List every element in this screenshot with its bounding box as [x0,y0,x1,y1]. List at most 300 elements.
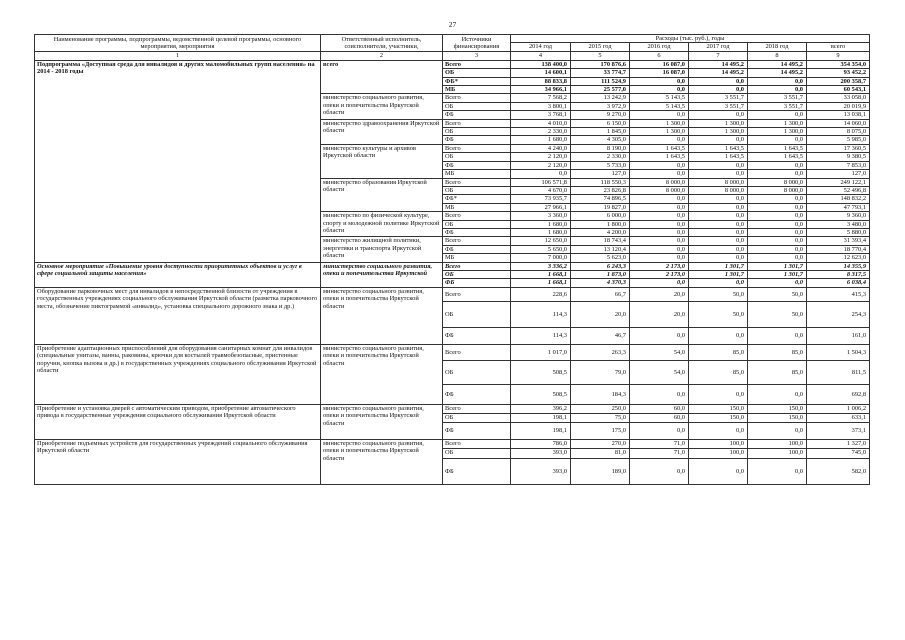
budget-table [34,34,870,485]
year-value: 0,0 [689,170,748,178]
header-year: 2018 год [748,43,807,51]
year-value: 3 768,1 [511,111,571,119]
header-year: 2014 год [511,43,571,51]
year-value: 0,0 [630,245,689,253]
year-value: 20,0 [630,301,689,327]
index-cell: 8 [748,51,807,60]
year-value: 3 551,7 [689,102,748,110]
year-value: 118 550,3 [571,178,630,186]
funding-source: ФБ* [443,77,511,85]
year-value: 1 300,0 [689,128,748,136]
item-name: Оборудование парковочных мест для инвалидов в непосредственной близости от учреждения в государственных учреждениях социального обслуживания Иркутской области (разметка парковочного места, обозначение пиктограммой «инвалид», установка специального дорожного знака и др.) [35,287,321,344]
total-value: 8 317,5 [807,270,870,278]
funding-source: ФБ [443,228,511,236]
year-value: 75,0 [571,413,630,422]
year-value: 0,0 [748,254,807,262]
funding-source: ОБ [443,301,511,327]
funding-source: ОБ [443,153,511,161]
year-value: 0,0 [748,279,807,287]
year-value: 4 200,0 [571,228,630,236]
year-value: 1 668,1 [511,270,571,278]
year-value: 0,0 [689,195,748,203]
funding-source: ФБ* [443,195,511,203]
total-value: 52 496,8 [807,186,870,194]
total-value: 745,0 [807,448,870,458]
total-value: 582,0 [807,458,870,484]
year-value: 0,0 [630,384,689,404]
total-value: 9 360,0 [807,212,870,220]
year-value: 508,5 [511,384,571,404]
funding-source: Всего [443,287,511,301]
year-value: 4 670,0 [511,186,571,194]
year-value: 0,0 [630,203,689,211]
header-year: 2015 год [571,43,630,51]
index-cell: 4 [511,51,571,60]
year-value: 60,0 [630,404,689,413]
total-value: 7 853,0 [807,161,870,169]
total-value: 161,0 [807,327,870,344]
item-name: Основное мероприятие «Повышение уровня доступности приоритетных объектов и услуг в сфере социальной защиты населения» [35,262,321,287]
year-value: 8 000,0 [630,178,689,186]
total-value: 14 060,0 [807,119,870,127]
year-value: 0,0 [689,86,748,94]
total-value: 5 880,0 [807,228,870,236]
funding-source: Всего [443,119,511,127]
year-value: 1 643,5 [748,144,807,152]
year-value: 8 000,0 [689,186,748,194]
item-name: Подпрограмма «Доступная среда для инвалидов и других маломобильных групп населения» на 2014 - 2018 годы [35,60,321,262]
header-executor: Ответственный исполнитель, соисполнители, участники, [321,35,443,52]
year-value: 85,0 [748,360,807,384]
funding-source: ФБ [443,422,511,439]
year-value: 14 495,2 [748,60,807,68]
year-value: 1 300,0 [748,128,807,136]
year-value: 2 173,0 [630,262,689,270]
year-value: 0,0 [689,111,748,119]
total-value: 1 006,2 [807,404,870,413]
year-value: 0,0 [689,237,748,245]
year-value: 170 876,6 [571,60,630,68]
year-value: 14 600,1 [511,69,571,77]
funding-source: Всего [443,262,511,270]
funding-source: ОБ [443,220,511,228]
funding-source: ФБ [443,384,511,404]
year-value: 0,0 [630,77,689,85]
table-row [35,262,870,270]
year-value: 0,0 [630,161,689,169]
year-value: 138 400,0 [511,60,571,68]
total-value: 1 327,0 [807,439,870,448]
index-cell: 7 [689,51,748,60]
year-value: 228,6 [511,287,571,301]
index-cell: 5 [571,51,630,60]
total-value: 31 393,4 [807,237,870,245]
year-value: 175,0 [571,422,630,439]
year-value: 1 680,0 [511,136,571,144]
year-value: 100,0 [689,448,748,458]
total-value: 633,1 [807,413,870,422]
year-value: 0,0 [748,86,807,94]
year-value: 8 000,0 [689,178,748,186]
total-value: 148 832,2 [807,195,870,203]
year-value: 1 643,5 [630,144,689,152]
year-value: 27 966,1 [511,203,571,211]
executor: министерство культуры и архивов Иркутской области [321,144,443,178]
year-value: 34 966,1 [511,86,571,94]
funding-source: Всего [443,94,511,102]
year-value: 150,0 [689,413,748,422]
year-value: 0,0 [748,245,807,253]
year-value: 1 300,0 [689,119,748,127]
year-value: 0,0 [630,86,689,94]
year-value: 0,0 [748,220,807,228]
item-name: Приобретение адаптационных приспособлений для оборудования санитарных комнат для инвалидов (специальные унитазы, ванны, раковины, крючки для костылей травмобезопасные, пристенные поручни, кнопка вызова и др.) в государственных учреждениях социального обслуживания Иркутской области [35,344,321,404]
year-value: 18 743,4 [571,237,630,245]
funding-source: Всего [443,144,511,152]
year-value: 23 826,8 [571,186,630,194]
year-value: 50,0 [689,287,748,301]
year-value: 0,0 [689,77,748,85]
year-value: 74 896,5 [571,195,630,203]
year-value: 2 120,0 [511,161,571,169]
funding-source: ОБ [443,102,511,110]
year-value: 5 143,5 [630,102,689,110]
year-value: 3 360,0 [511,212,571,220]
year-value: 0,0 [689,161,748,169]
year-value: 60,0 [630,413,689,422]
year-value: 13 120,4 [571,245,630,253]
funding-source: МБ [443,203,511,211]
year-value: 0,0 [630,279,689,287]
year-value: 85,0 [689,344,748,360]
year-value: 1 643,5 [689,153,748,161]
year-value: 4 240,0 [511,144,571,152]
header-year: 2016 год [630,43,689,51]
year-value: 3 336,2 [511,262,571,270]
year-value: 127,0 [571,170,630,178]
year-value: 3 972,9 [571,102,630,110]
year-value: 0,0 [748,458,807,484]
year-value: 5 650,0 [511,245,571,253]
year-value: 8 000,0 [630,186,689,194]
year-value: 20,0 [630,287,689,301]
total-value: 811,5 [807,360,870,384]
funding-source: ОБ [443,448,511,458]
total-value: 13 038,1 [807,111,870,119]
year-value: 1 800,0 [571,220,630,228]
year-value: 50,0 [748,301,807,327]
funding-source: ФБ [443,136,511,144]
executor: министерство здравоохранения Иркутской области [321,119,443,144]
year-value: 2 330,0 [511,128,571,136]
year-value: 1 845,0 [571,128,630,136]
funding-source: Всего [443,344,511,360]
total-value: 9 380,5 [807,153,870,161]
year-value: 111 524,9 [571,77,630,85]
year-value: 0,0 [511,170,571,178]
year-value: 114,3 [511,301,571,327]
year-value: 0,0 [689,245,748,253]
year-value: 50,0 [689,301,748,327]
year-value: 54,0 [630,344,689,360]
total-value: 60 543,1 [807,86,870,94]
funding-source: ОБ [443,413,511,422]
funding-source: Всего [443,439,511,448]
total-value: 20 019,9 [807,102,870,110]
year-value: 14 495,2 [689,60,748,68]
index-cell: 3 [443,51,511,60]
funding-source: ФБ [443,327,511,344]
year-value: 786,0 [511,439,571,448]
year-value: 4 370,3 [571,279,630,287]
executor: министерство социального развития, опеки и попечительства Иркутской [321,262,443,287]
year-value: 0,0 [630,228,689,236]
year-value: 198,1 [511,422,571,439]
year-value: 250,0 [571,404,630,413]
year-value: 3 551,7 [748,94,807,102]
year-value: 508,5 [511,360,571,384]
year-value: 73 935,7 [511,195,571,203]
year-value: 14 495,2 [689,69,748,77]
year-value: 0,0 [630,136,689,144]
year-value: 4 010,0 [511,119,571,127]
total-value: 249 122,1 [807,178,870,186]
year-value: 5 733,0 [571,161,630,169]
year-value: 71,0 [630,448,689,458]
year-value: 189,0 [571,458,630,484]
year-value: 3 551,7 [748,102,807,110]
item-name: Приобретение подъемных устройств для государственных учреждений социального обслуживания Иркутской области [35,439,321,484]
table-row [35,439,870,448]
total-value: 33 058,0 [807,94,870,102]
year-value: 0,0 [630,327,689,344]
year-value: 0,0 [630,220,689,228]
funding-source: ФБ [443,111,511,119]
year-value: 4 305,0 [571,136,630,144]
funding-source: ОБ [443,360,511,384]
total-value: 200 358,7 [807,77,870,85]
year-value: 81,0 [571,448,630,458]
year-value: 184,3 [571,384,630,404]
year-value: 1 643,5 [689,144,748,152]
year-value: 1 301,7 [748,270,807,278]
total-value: 47 793,1 [807,203,870,211]
year-value: 0,0 [748,384,807,404]
table-row [35,287,870,301]
year-value: 106 571,8 [511,178,571,186]
year-value: 3 551,7 [689,94,748,102]
total-value: 127,0 [807,170,870,178]
page-number: 27 [448,20,457,29]
year-value: 7 568,2 [511,94,571,102]
year-value: 46,7 [571,327,630,344]
year-value: 1 301,7 [689,270,748,278]
total-value: 8 075,0 [807,128,870,136]
year-value: 5 623,0 [571,254,630,262]
year-value: 270,0 [571,439,630,448]
year-value: 0,0 [630,422,689,439]
total-value: 354 354,0 [807,60,870,68]
total-value: 93 452,2 [807,69,870,77]
funding-source: МБ [443,86,511,94]
year-value: 263,3 [571,344,630,360]
header-source: Источники финансирования [443,35,511,52]
year-value: 0,0 [689,458,748,484]
funding-source: ФБ [443,458,511,484]
total-value: 17 360,5 [807,144,870,152]
total-value: 415,3 [807,287,870,301]
year-value: 198,1 [511,413,571,422]
executor: министерство образования Иркутской области [321,178,443,212]
funding-source: Всего [443,178,511,186]
year-value: 88 833,8 [511,77,571,85]
year-value: 8 000,0 [748,186,807,194]
header-expenses: Расходы (тыс. руб.), годы [511,35,870,43]
year-value: 54,0 [630,360,689,384]
year-value: 1 680,0 [511,228,571,236]
year-value: 85,0 [748,344,807,360]
year-value: 0,0 [748,77,807,85]
year-value: 0,0 [689,136,748,144]
executor: министерство социального развития, опеки и попечительства Иркутской области [321,439,443,484]
year-value: 1 643,5 [630,153,689,161]
year-value: 7 000,0 [511,254,571,262]
year-value: 0,0 [630,170,689,178]
year-value: 1 668,1 [511,279,571,287]
year-value: 0,0 [748,195,807,203]
funding-source: ОБ [443,270,511,278]
year-value: 0,0 [630,195,689,203]
year-value: 2 330,0 [571,153,630,161]
year-value: 0,0 [689,212,748,220]
year-value: 1 300,0 [630,128,689,136]
table-row [35,404,870,413]
year-value: 0,0 [748,212,807,220]
year-value: 85,0 [689,360,748,384]
total-value: 254,3 [807,301,870,327]
funding-source: ФБ [443,279,511,287]
year-value: 1 301,7 [689,262,748,270]
year-value: 0,0 [748,170,807,178]
year-value: 6 150,0 [571,119,630,127]
year-value: 33 774,7 [571,69,630,77]
year-value: 114,3 [511,327,571,344]
year-value: 1 873,0 [571,270,630,278]
total-value: 5 985,0 [807,136,870,144]
year-value: 3 800,1 [511,102,571,110]
year-value: 1 300,0 [630,119,689,127]
year-value: 0,0 [630,237,689,245]
year-value: 0,0 [630,458,689,484]
year-value: 79,0 [571,360,630,384]
total-value: 373,1 [807,422,870,439]
year-value: 1 301,7 [748,262,807,270]
header-total: всего [807,43,870,51]
year-value: 100,0 [689,439,748,448]
year-value: 393,0 [511,448,571,458]
year-value: 9 270,0 [571,111,630,119]
funding-source: МБ [443,254,511,262]
year-value: 0,0 [748,203,807,211]
year-value: 25 577,0 [571,86,630,94]
year-value: 0,0 [748,161,807,169]
year-value: 16 087,0 [630,69,689,77]
executor: министерство социального развития, опеки и попечительства Иркутской области [321,287,443,344]
funding-source: ОБ [443,128,511,136]
year-value: 14 495,2 [748,69,807,77]
year-value: 0,0 [689,228,748,236]
year-value: 0,0 [689,384,748,404]
year-value: 0,0 [689,279,748,287]
executor: министерство социального развития, опеки и попечительства Иркутской области [321,404,443,439]
funding-source: Всего [443,212,511,220]
year-value: 0,0 [630,254,689,262]
executor: министерство жилищной политики, энергетики и транспорта Иркутской области [321,237,443,262]
year-value: 0,0 [748,136,807,144]
year-value: 0,0 [748,111,807,119]
year-value: 0,0 [689,254,748,262]
executor: министерство социального развития, опеки и попечительства Иркутской области [321,94,443,119]
year-value: 1 300,0 [748,119,807,127]
total-value: 18 770,4 [807,245,870,253]
year-value: 2 120,0 [511,153,571,161]
total-value: 3 480,0 [807,220,870,228]
funding-source: ФБ [443,245,511,253]
total-value: 6 038,4 [807,279,870,287]
year-value: 0,0 [689,203,748,211]
funding-source: Всего [443,237,511,245]
total-value: 14 355,9 [807,262,870,270]
year-value: 71,0 [630,439,689,448]
funding-source: Всего [443,404,511,413]
funding-source: ОБ [443,69,511,77]
year-value: 6 243,3 [571,262,630,270]
year-value: 0,0 [689,327,748,344]
funding-source: МБ [443,170,511,178]
year-value: 8 000,0 [748,178,807,186]
year-value: 0,0 [630,111,689,119]
year-value: 50,0 [748,287,807,301]
index-cell: 1 [35,51,321,60]
year-value: 150,0 [689,404,748,413]
table-row [35,60,870,68]
year-value: 150,0 [748,404,807,413]
year-value: 5 143,5 [630,94,689,102]
year-value: 0,0 [748,228,807,236]
year-value: 150,0 [748,413,807,422]
index-cell: 2 [321,51,443,60]
year-value: 0,0 [689,220,748,228]
year-value: 100,0 [748,448,807,458]
header-year: 2017 год [689,43,748,51]
index-cell: 9 [807,51,870,60]
year-value: 0,0 [748,237,807,245]
year-value: 12 650,0 [511,237,571,245]
executor: всего [321,60,443,94]
total-value: 692,8 [807,384,870,404]
total-value: 12 623,0 [807,254,870,262]
executor: министерство по физической культуре, спорту и молодежной политике Иркутской области [321,212,443,237]
year-value: 1 017,0 [511,344,571,360]
funding-source: ОБ [443,186,511,194]
year-value: 393,0 [511,458,571,484]
year-value: 19 827,0 [571,203,630,211]
year-value: 0,0 [748,327,807,344]
year-value: 396,2 [511,404,571,413]
year-value: 0,0 [748,422,807,439]
year-value: 20,0 [571,301,630,327]
year-value: 2 173,0 [630,270,689,278]
